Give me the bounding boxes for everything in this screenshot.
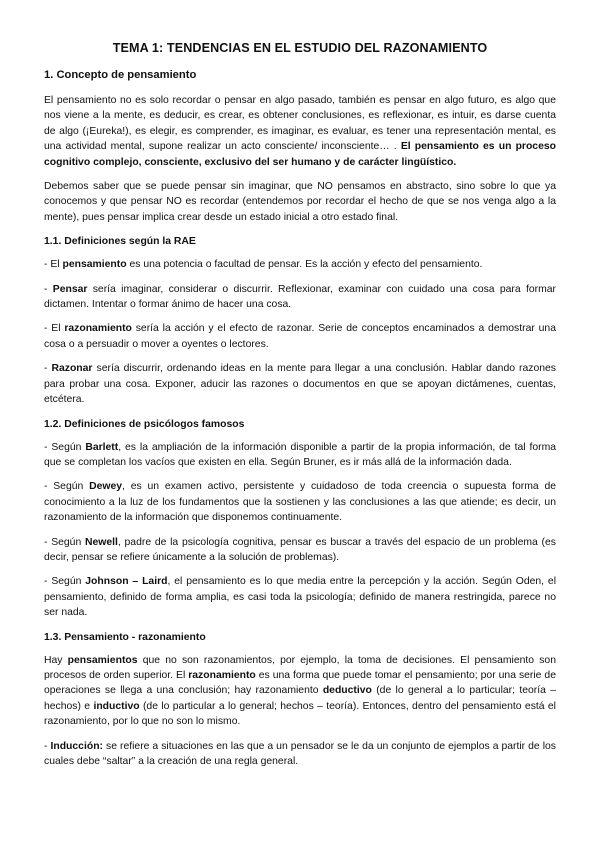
subsection-heading: 1.3. Pensamiento - razonamiento [44,631,206,643]
text-span: - [44,363,52,375]
definition-item [44,321,556,352]
text-span: , es un examen activo, persistente y cuidadoso de toda creencia o supuesta forma de conocimiento a la luz de los fundamentos que la sostienen y las conclusiones a las que atiende; es decir, un razonamiento de la información que disponemos continuamente. [44,481,556,524]
text-span: (de lo particular a lo general; hechos – teoría). Entonces, dentro del pensamiento está el razonamiento, por lo que no son lo mismo. [44,700,556,728]
definition-item [44,361,556,407]
definition-item [44,739,556,770]
bold-term: pensamiento [62,259,127,271]
paragraph [44,93,556,170]
text-span: (de lo general a lo particular; teoría – hechos) e [44,685,556,712]
definition-item [44,574,556,620]
text-span: - Según [44,481,90,493]
text-span: Hay [44,654,68,666]
bold-term: inductivo [93,700,140,712]
text-span: - Según [44,576,86,588]
text-span: es una potencia o facultad de pensar. Es la acción y efecto del pensamiento. [126,259,483,271]
definition-item [44,257,556,272]
definition-item [44,440,556,471]
definition-item [44,535,556,566]
text-span: sería imaginar, considerar o discurrir. Reflexionar, examinar con cuidado una cosa para formar dictamen. Intentar o formar ánimo de hacer una cosa. [44,283,556,311]
text-span: que no son razonamientos, por ejemplo, la toma de decisiones. El pensamiento son procesos de orden superior. El [44,654,556,681]
paragraph: Debemos saber que se puede pensar sin imaginar, que NO pensamos en abstracto, sino sobre lo que ya conocemos y que pensar NO es recordar (entendemos por recordar el hecho de que se nos venga algo a la mente), pues pensar implica crear desde un estado inicial a otro estado final. [44,181,556,223]
text-span: - [44,283,53,295]
subsection-heading: 1.1. Definiciones según la RAE [44,236,196,248]
bold-term: deductivo [322,685,372,697]
text-span: , el pensamiento es lo que media entre la percepción y la acción. Según Oden, el pensamiento, definido de forma amplia, es casi toda la psicología; definido de manera restringida, parece no ser nada. [44,576,557,619]
bold-author: Barlett [85,441,119,453]
bold-author: Johnson – Laird [85,576,168,588]
bold-author: Dewey [89,481,123,493]
definition-item [44,479,556,525]
bold-term: razonamiento [188,669,256,681]
text-span: - El [44,259,63,271]
bold-term: Razonar [51,363,93,375]
text-span: , es la ampliación de la información disponible a partir de la propia información, de tal forma que se completan los vacíos que existen en ella. Según Bruner, es ir más allá de la información dada. [44,441,557,468]
bold-term: Pensar [52,283,88,295]
definition-item [44,282,556,313]
paragraph [44,653,556,730]
bold-definition: El pensamiento es un proceso cognitivo complejo, consciente, exclusivo del ser humano y de carácter lingüístico. [44,141,556,168]
bold-term: Inducción: [50,740,103,752]
text-span: sería discurrir, ordenando ideas en la mente para llegar a una conclusión. Hablar dando razones para probar una cosa. Exponer, aducir las razones o documentos en que se apoyan dictámenes, cuentas, etcétera. [44,363,556,406]
text-span: - Según [44,536,85,548]
text-span: es una forma que puede tomar el pensamiento; por una serie de operaciones se llega a una conclusión; hay razonamiento [44,669,556,697]
subsection-heading: 1.2. Definiciones de psicólogos famosos [44,418,245,430]
text-span: - El [44,323,65,335]
text-span: - Según [44,441,86,453]
paragraph-text: El pensamiento no es solo recordar o pensar en algo pasado, también es pensar en algo futuro, es algo que nos viene a la mente, es deducir, es crear, es obtener conclusiones, es reflexionar, es intuir, es darse cuenta de algo (¡Eureka!), es elegir, es comprender, es imaginar, es evaluar, es tener una representación mental, es una actividad mental, supone realizar un acto consciente/ inconsciente… . [44,95,556,153]
bold-author: Newell [84,536,118,548]
text-span: sería la acción y el efecto de razonar. Serie de conceptos encaminados a demostrar una cosa o a persuadir o mover a oyentes o lectores. [44,323,556,350]
text-span: - [44,740,51,752]
bold-term: pensamientos [67,654,138,666]
text-span: se refiere a situaciones en las que a un pensador se le da un conjunto de ejemplos a partir de los cuales debe “saltar” a la creación de una regla general. [44,740,556,767]
bold-term: razonamiento [64,323,132,335]
text-span: , padre de la psicología cognitiva, pensar es buscar a través del espacio de un problema (es decir, pensar se refiere únicamente a la solución de problemas). [44,536,556,563]
section-heading: 1. Concepto de pensamiento [44,69,197,81]
page-title: TEMA 1: TENDENCIAS EN EL ESTUDIO DEL RAZONAMIENTO [112,41,488,55]
